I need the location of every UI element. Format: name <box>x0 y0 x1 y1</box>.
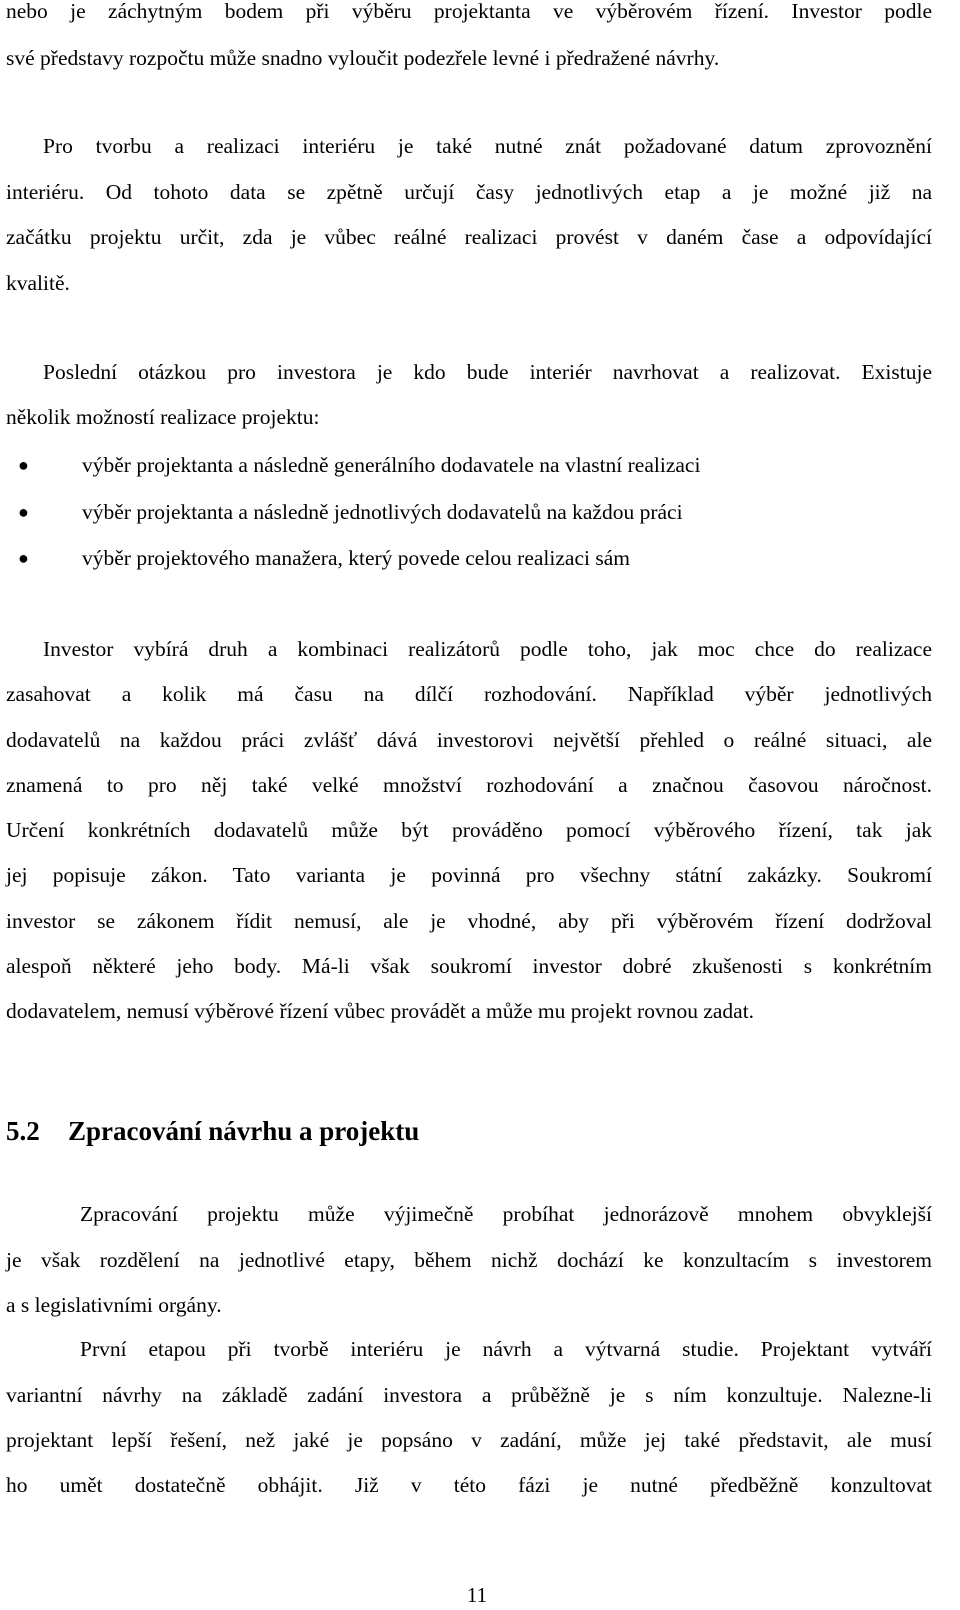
text-line: alespoň některé jeho body. Má-li však soukromí investor dobré zkušenosti s konkrétním <box>6 954 932 978</box>
text-line: několik možností realizace projektu: <box>6 405 320 429</box>
text-line: Určení konkrétních dodavatelů může být prováděno pomocí výběrového řízení, tak jak <box>6 818 932 842</box>
text-line: První etapou při tvorbě interiéru je návrh a výtvarná studie. Projektant vytváří <box>80 1337 932 1361</box>
list-item: ● výběr projektanta a následně generálního dodavatele na vlastní realizaci <box>6 450 932 480</box>
list-item: ● výběr projektového manažera, který povede celou realizaci sám <box>6 543 932 573</box>
bullet-icon: ● <box>18 548 29 568</box>
text-line: Zpracování projektu může výjimečně probíhat jednorázově mnohem obvyklejší <box>80 1202 932 1226</box>
bullet-icon: ● <box>18 455 29 475</box>
text-line: dodavatelem, nemusí výběrové řízení vůbec provádět a může mu projekt rovnou zadat. <box>6 999 755 1023</box>
text-line: variantní návrhy na základě zadání investora a průběžně je s ním konzultuje. Nalezne-li <box>6 1383 932 1407</box>
section-heading <box>6 1113 932 1149</box>
text-line: kvalitě. <box>6 271 70 295</box>
text-line: je však rozdělení na jednotlivé etapy, během nichž dochází ke konzultacím s investorem <box>6 1248 932 1272</box>
text-line: ho umět dostatečně obhájit. Již v této fázi je nutné předběžně konzultovat <box>6 1473 932 1497</box>
section-number: 5.2 <box>6 1116 40 1146</box>
text-line: jej popisuje zákon. Tato varianta je povinná pro všechny státní zakázky. Soukromí <box>6 863 932 887</box>
text-line: investor se zákonem řídit nemusí, ale je vhodné, aby při výběrovém řízení dodržoval <box>6 909 932 933</box>
bullet-icon: ● <box>18 502 29 522</box>
text-line: dodavatelů na každou práci zvlášť dává investorovi největší přehled o reálné situaci, ale <box>6 728 932 752</box>
page-number: 11 <box>466 1583 488 1607</box>
text-line: a s legislativními orgány. <box>6 1293 222 1317</box>
text-line: začátku projektu určit, zda je vůbec reálné realizaci provést v daném čase a odpovídající <box>6 225 932 249</box>
text-line: znamená to pro něj také velké množství rozhodování a značnou časovou náročnost. <box>6 773 932 797</box>
text-line: projektant lepší řešení, než jaké je popsáno v zadání, může jej také představit, ale musí <box>6 1428 932 1452</box>
text-line: interiéru. Od tohoto data se zpětně určují časy jednotlivých etap a je možné již na <box>6 180 932 204</box>
text-line: zasahovat a kolik má času na dílčí rozhodování. Například výběr jednotlivých <box>6 682 932 706</box>
text-line: Poslední otázkou pro investora je kdo bude interiér navrhovat a realizovat. Existuje <box>43 360 932 384</box>
section-title: Zpracování návrhu a projektu <box>68 1116 420 1146</box>
text-line: nebo je záchytným bodem při výběru projektanta ve výběrovém řízení. Investor podle <box>6 0 932 23</box>
text-line: své představy rozpočtu může snadno vyloučit podezřele levné i předražené návrhy. <box>6 46 720 70</box>
list-item: ● výběr projektanta a následně jednotlivých dodavatelů na každou práci <box>6 497 932 527</box>
text-line: Pro tvorbu a realizaci interiéru je také nutné znát požadované datum zprovoznění <box>43 134 932 158</box>
text-line: Investor vybírá druh a kombinaci realizátorů podle toho, jak moc chce do realizace <box>43 637 932 661</box>
